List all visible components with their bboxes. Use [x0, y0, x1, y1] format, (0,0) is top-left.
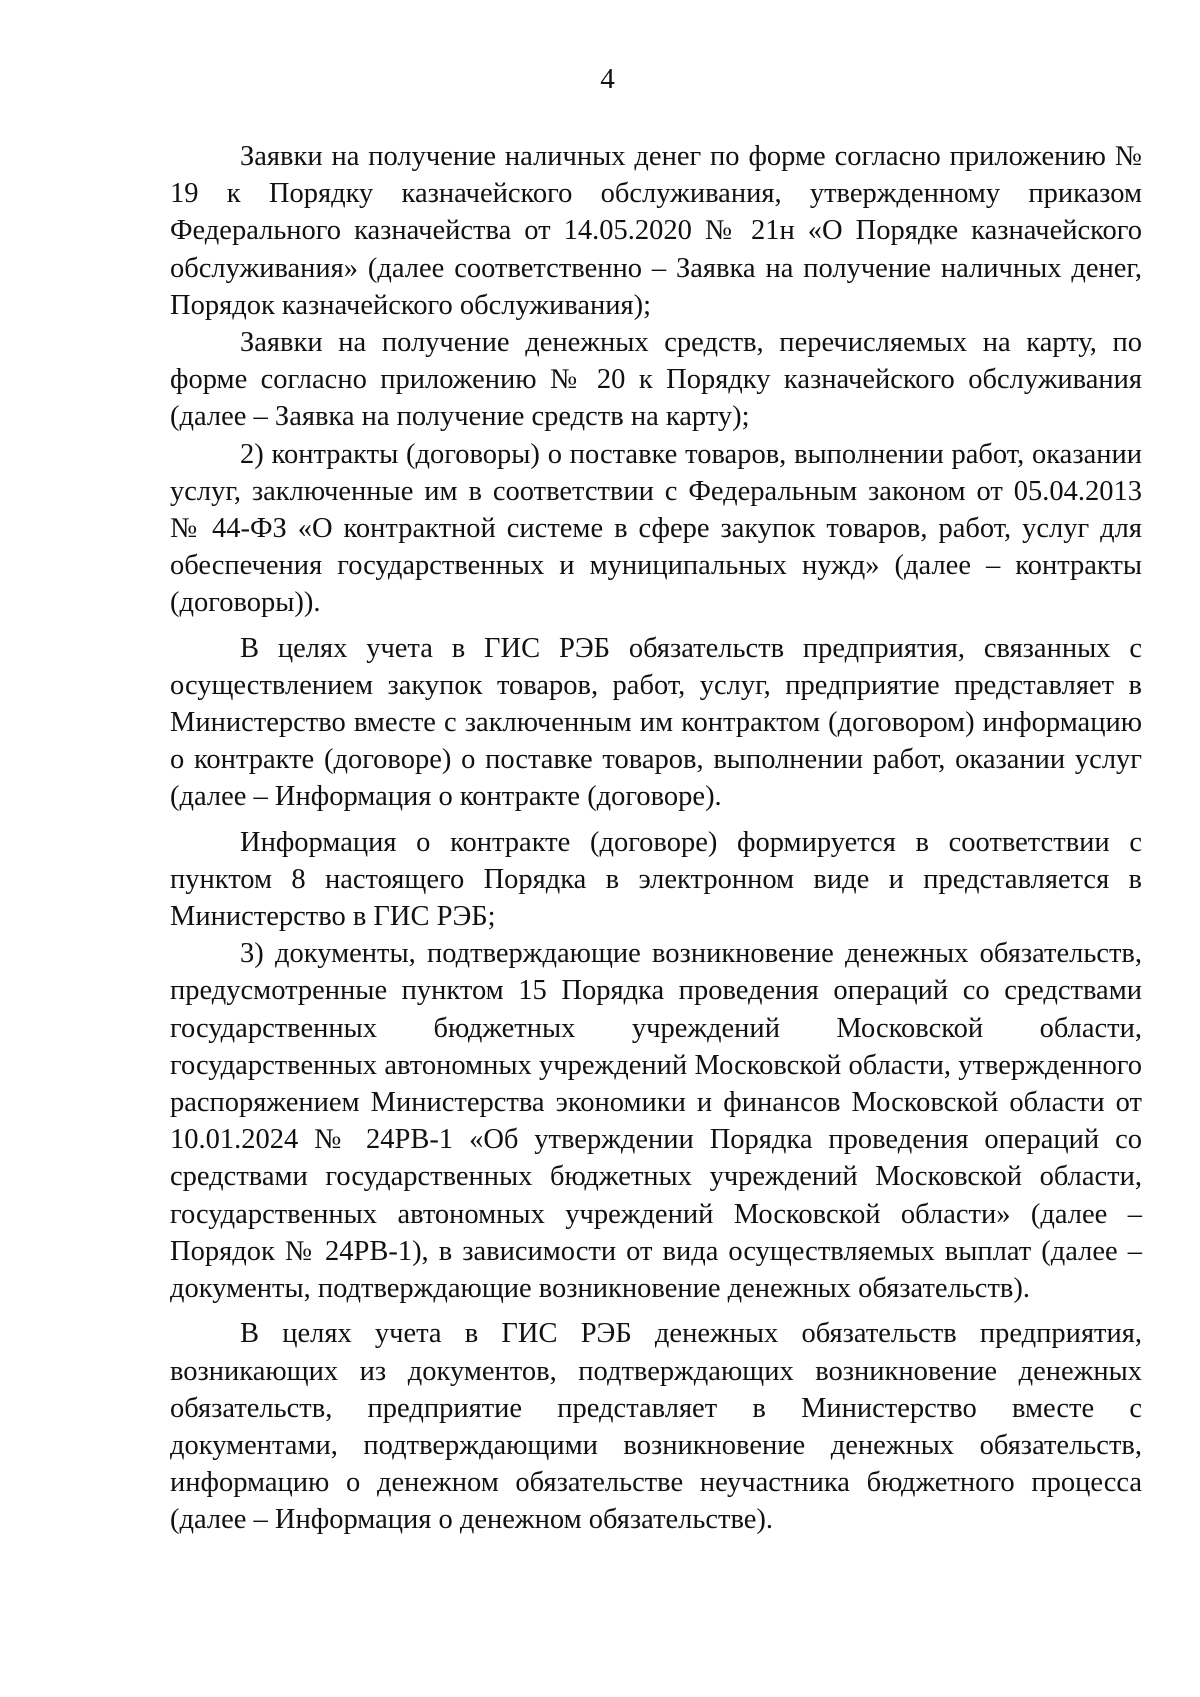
paragraph-contracts: 2) контракты (договоры) о поставке товаров, выполнении работ, оказании услуг, заключенные им в соответствии с Федеральным законом от 05.04.2013 № 44-ФЗ «О контрактной системе в сфере закупок товаров, работ, услуг для обеспечения государственных и муниципальных нужд» (далее – контракты (договоры)).	[170, 438, 1142, 619]
paragraph-card-request: Заявки на получение денежных средств, перечисляемых на карту, по форме согласно приложению № 20 к Порядку казначейского обслуживания (далее – Заявка на получение средств на карту);	[170, 327, 1142, 433]
page-number: 4	[600, 63, 615, 95]
document-body	[170, 138, 1142, 1539]
paragraph-payment-documents: 3) документы, подтверждающие возникновение денежных обязательств, предусмотренные пунктом 15 Порядка проведения операций со средствами государственных бюджетных учреждений Московской области, государственных автономных учреждений Московской области, утвержденного распоряжением Министерства экономики и финансов Московской области от 10.01.2024 № 24РВ-1 «Об утверждении Порядка проведения операций со средствами государственных бюджетных учреждений Московской области, государственных автономных учреждений Московской области» (далее – Порядок № 24РВ-1), в зависимости от вида осуществляемых выплат (далее – документы, подтверждающие возникновение денежных обязательств).	[170, 938, 1142, 1305]
paragraph-cash-request: Заявки на получение наличных денег по форме согласно приложению № 19 к Порядку казначейского обслуживания, утвержденному приказом Федерального казначейства от 14.05.2020 № 21н «О Порядке казначейского обслуживания» (далее соответственно – Заявка на получение наличных денег, Порядок казначейского обслуживания);	[170, 141, 1142, 321]
paragraph-monetary-obligations: В целях учета в ГИС РЭБ денежных обязательств предприятия, возникающих из документов, подтверждающих возникновение денежных обязательств, предприятие представляет в Министерство вместе с документами, подтверждающими возникновение денежных обязательств, информацию о денежном обязательстве неучастника бюджетного процесса (далее – Информация о денежном обязательстве).	[170, 1318, 1142, 1536]
paragraph-contract-information: Информация о контракте (договоре) формируется в соответствии с пунктом 8 настоящего Порядка в электронном виде и представляется в Министерство в ГИС РЭБ;	[170, 826, 1142, 933]
paragraph-obligations-accounting: В целях учета в ГИС РЭБ обязательств предприятия, связанных с осуществлением закупок товаров, работ, услуг, предприятие представляет в Министерство вместе с заключенным им контрактом (договором) информацию о контракте (договоре) о поставке товаров, выполнении работ, оказании услуг (далее – Информация о контракте (договоре).	[170, 632, 1142, 813]
